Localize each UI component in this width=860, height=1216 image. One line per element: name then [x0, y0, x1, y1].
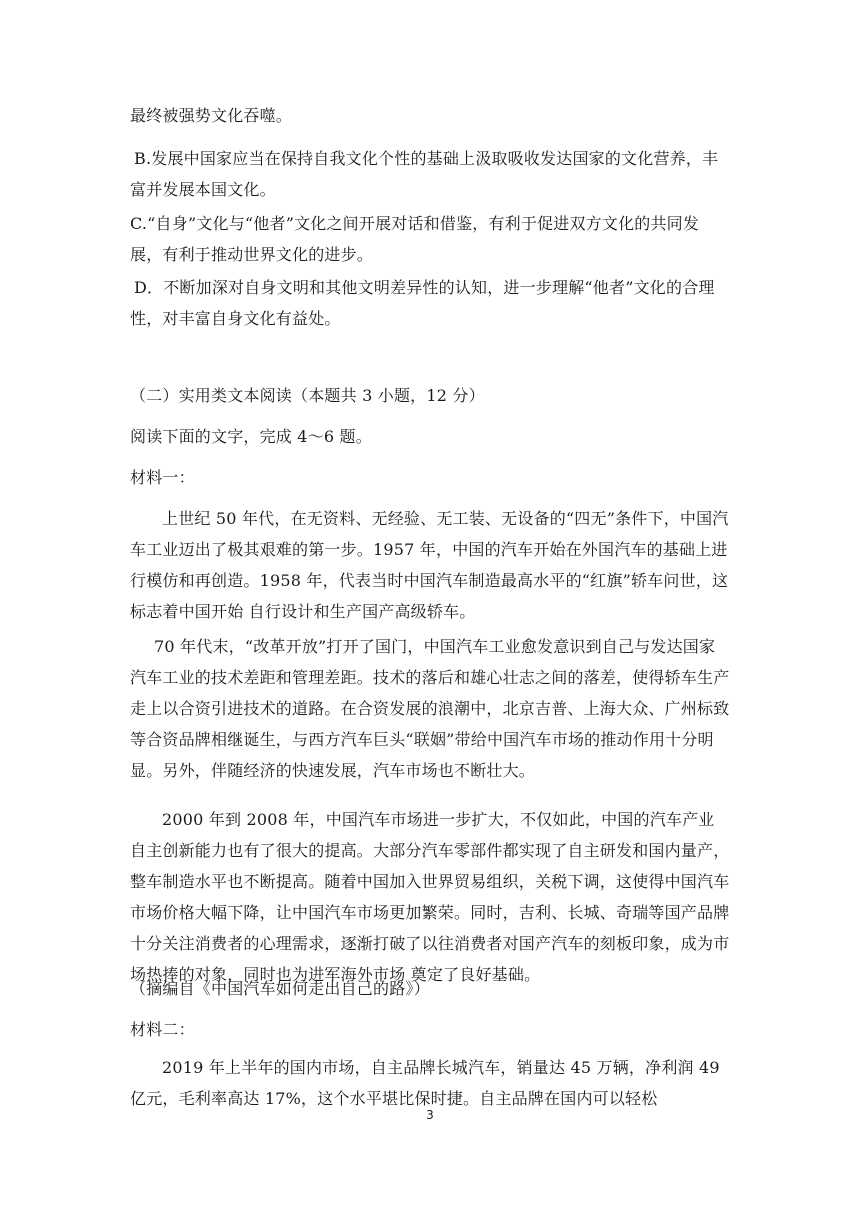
paragraph-option-c: C.“自身”文化与“他者”文化之间开展对话和借鉴，有利于促进双方文化的共同发展，有利于推动世界文化的进步。 — [130, 214, 700, 264]
material-one-label: 材料一： — [130, 468, 195, 487]
section-heading: （二）实用类文本阅读（本题共 3 小题，12 分） — [130, 386, 485, 405]
paragraph-material-two-1: 2019 年上半年的国内市场，自主品牌长城汽车，销量达 45 万辆，净利润 49 亿元，毛利率高达 17%，这个水平堪比保时捷。自主品牌在国内可以轻松 — [130, 1058, 720, 1108]
material-two-label: 材料二： — [130, 1020, 195, 1039]
paragraph-material-one-1: 上世纪 50 年代，在无资料、无经验、无工装、无设备的“四无”条件下，中国汽车工业迈出了极其艰难的第一步。1957 年，中国的汽车开始在外国汽车的基础上进行模仿和再创造。1958 年，代表当时中国汽车制造最高水平的“红旗”轿车问世，这标志着中国开始 自行设计和生产国产高级轿车。 — [130, 509, 729, 621]
paragraph-option-b: B.发展中国家应当在保持自我文化个性的基础上汲取吸收发达国家的文化营养，丰富并发展本国文化。 — [130, 149, 719, 199]
paragraph-option-d: D．不断加深对自身文明和其他文明差异性的认知，进一步理解“他者”文化的合理性，对丰富自身文化有益处。 — [130, 278, 715, 328]
paragraph-material-one-3: 2000 年到 2008 年，中国汽车市场进一步扩大，不仅如此，中国的汽车产业自主创新能力也有了很大的提高。大部分汽车零部件都实现了自主研发和国内量产，整车制造水平也不断提高。随着中国加入世界贸易组织，关税下调，这使得中国汽车市场价格大幅下降，让中国汽车市场更加繁荣。同时，吉利、长城、奇瑞等国产品牌十分关注消费者的心理需求，逐渐打破了以往消费者对国产汽车的刻板印象，成为市场热捧的对象，同时也为进军海外市场 奠定了良好基础。 — [130, 810, 730, 984]
source-citation: （摘编自《中国汽车如何走出自己的路》） — [130, 979, 430, 998]
page-number: 3 — [426, 1108, 434, 1122]
reading-instruction: 阅读下面的文字，完成 4～6 题。 — [130, 427, 372, 446]
paragraph-option-a-end: 最终被强势文化吞噬。 — [130, 106, 293, 125]
paragraph-material-one-2: 70 年代末，“改革开放”打开了国门，中国汽车工业愈发意识到自己与发达国家汽车工业的技术差距和管理差距。技术的落后和雄心壮志之间的落差，使得轿车生产走上以合资引进技术的道路。在合资发展的浪潮中，北京吉普、上海大众、广州标致等合资品牌相继诞生，与西方汽车巨头“联姻”带给中国汽车市场的推动作用十分明显。另外，伴随经济的快速发展，汽车市场也不断壮大。 — [130, 637, 730, 780]
